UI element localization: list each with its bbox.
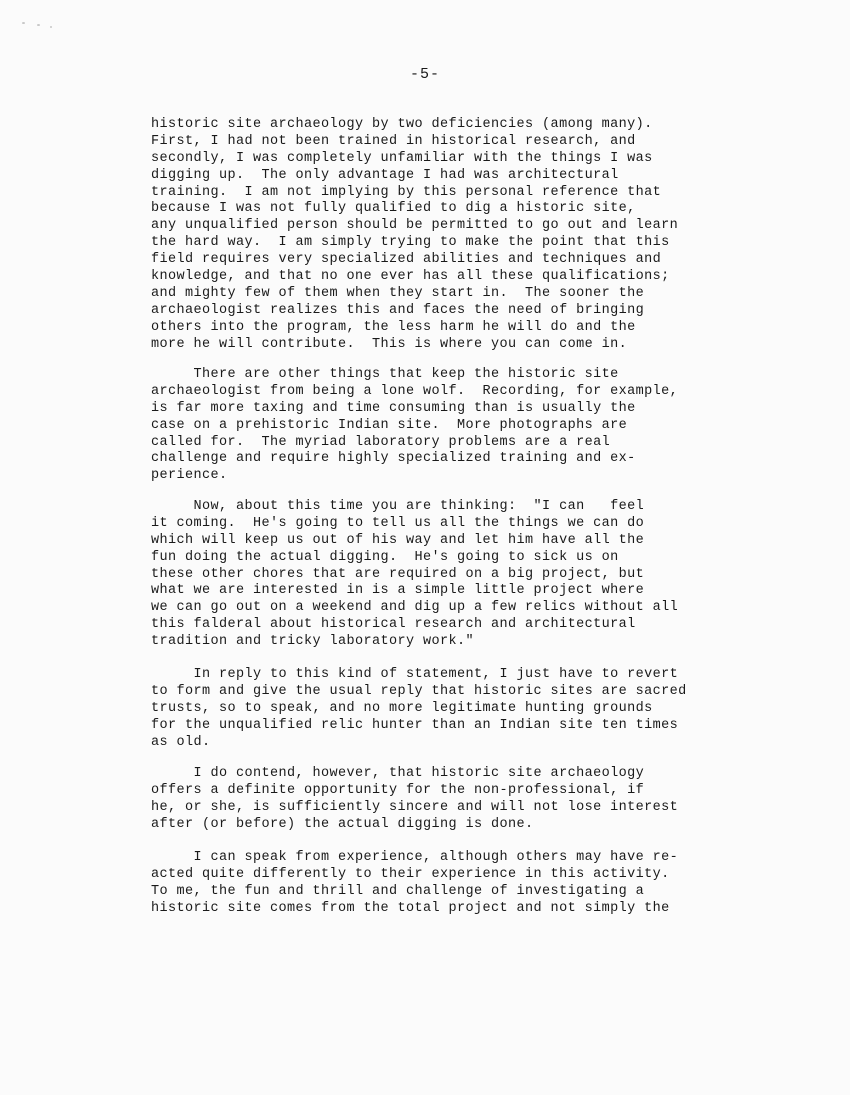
text-line: tradition and tricky laboratory work." xyxy=(151,634,475,650)
text-line: more he will contribute. This is where you can come in. xyxy=(151,336,628,352)
text-line: archaeologist from being a lone wolf. Recording, for example, xyxy=(151,383,679,399)
text-line: is far more taxing and time consuming than is usually the xyxy=(151,400,636,416)
text-line: the hard way. I am simply trying to make the point that this xyxy=(151,235,670,251)
text-line: historic site archaeology by two deficiencies (among many). xyxy=(151,117,653,132)
text-line: challenge and require highly specialized training and ex- xyxy=(151,451,636,467)
scan-speck xyxy=(50,26,52,28)
text-line: acted quite differently to their experience in this activity. xyxy=(151,866,670,882)
scan-speck xyxy=(37,24,40,26)
text-line: called for. The myriad laboratory problems are a real xyxy=(151,434,611,450)
text-line: because I was not fully qualified to dig a historic site, xyxy=(151,201,636,217)
text-line: after (or before) the actual digging is done. xyxy=(151,816,534,832)
text-line: In reply to this kind of statement, I just have to revert xyxy=(151,667,679,682)
text-line: knowledge, and that no one ever has all these qualifications; xyxy=(151,269,670,285)
text-line: case on a prehistoric Indian site. More photographs are xyxy=(151,417,628,433)
text-line: this falderal about historical research and architectural xyxy=(151,617,636,633)
paragraph-5 xyxy=(151,766,678,834)
paragraph-4 xyxy=(151,667,687,751)
text-line: these other chores that are required on a big project, but xyxy=(151,566,645,582)
text-line: as old. xyxy=(151,734,211,750)
scan-speck xyxy=(22,22,25,24)
text-line: training. I am not implying by this personal reference that xyxy=(151,184,662,200)
text-line: to form and give the usual reply that historic sites are sacred xyxy=(151,683,687,699)
text-line: perience. xyxy=(151,468,228,484)
paragraph-6 xyxy=(151,850,678,918)
text-line: Now, about this time you are thinking: "I can feel xyxy=(151,499,645,514)
text-line: others into the program, the less harm he will do and the xyxy=(151,319,636,335)
text-line: First, I had not been trained in historical research, and xyxy=(151,133,636,149)
text-line: we can go out on a weekend and dig up a few relics without all xyxy=(151,600,679,616)
text-line: fun doing the actual digging. He's going to sick us on xyxy=(151,549,619,565)
text-line: digging up. The only advantage I had was architectural xyxy=(151,167,619,183)
text-line: historic site comes from the total project and not simply the xyxy=(151,900,670,916)
text-line: which will keep us out of his way and let him have all the xyxy=(151,532,645,548)
text-line: secondly, I was completely unfamiliar with the things I was xyxy=(151,150,653,166)
text-line: he, or she, is sufficiently sincere and will not lose interest xyxy=(151,799,679,815)
text-line: trusts, so to speak, and no more legitimate hunting grounds xyxy=(151,700,653,716)
paragraph-3 xyxy=(151,499,678,651)
text-line: field requires very specialized abilities and techniques and xyxy=(151,252,662,268)
text-line: There are other things that keep the historic site xyxy=(151,367,619,382)
text-line: offers a definite opportunity for the non-professional, if xyxy=(151,782,645,798)
paragraph-2 xyxy=(151,367,678,485)
paragraph-1 xyxy=(151,117,678,353)
text-line: any unqualified person should be permitted to go out and learn xyxy=(151,218,679,234)
text-line: To me, the fun and thrill and challenge of investigating a xyxy=(151,883,645,899)
text-line: it coming. He's going to tell us all the things we can do xyxy=(151,515,645,531)
text-line: for the unqualified relic hunter than an Indian site ten times xyxy=(151,717,679,733)
text-line: I can speak from experience, although others may have re- xyxy=(151,850,679,865)
text-line: archaeologist realizes this and faces the need of bringing xyxy=(151,302,645,318)
text-line: I do contend, however, that historic site archaeology xyxy=(151,766,645,781)
text-line: what we are interested in is a simple little project where xyxy=(151,583,645,599)
text-line: and mighty few of them when they start in. The sooner the xyxy=(151,285,645,301)
page-number: -5- xyxy=(409,66,440,83)
